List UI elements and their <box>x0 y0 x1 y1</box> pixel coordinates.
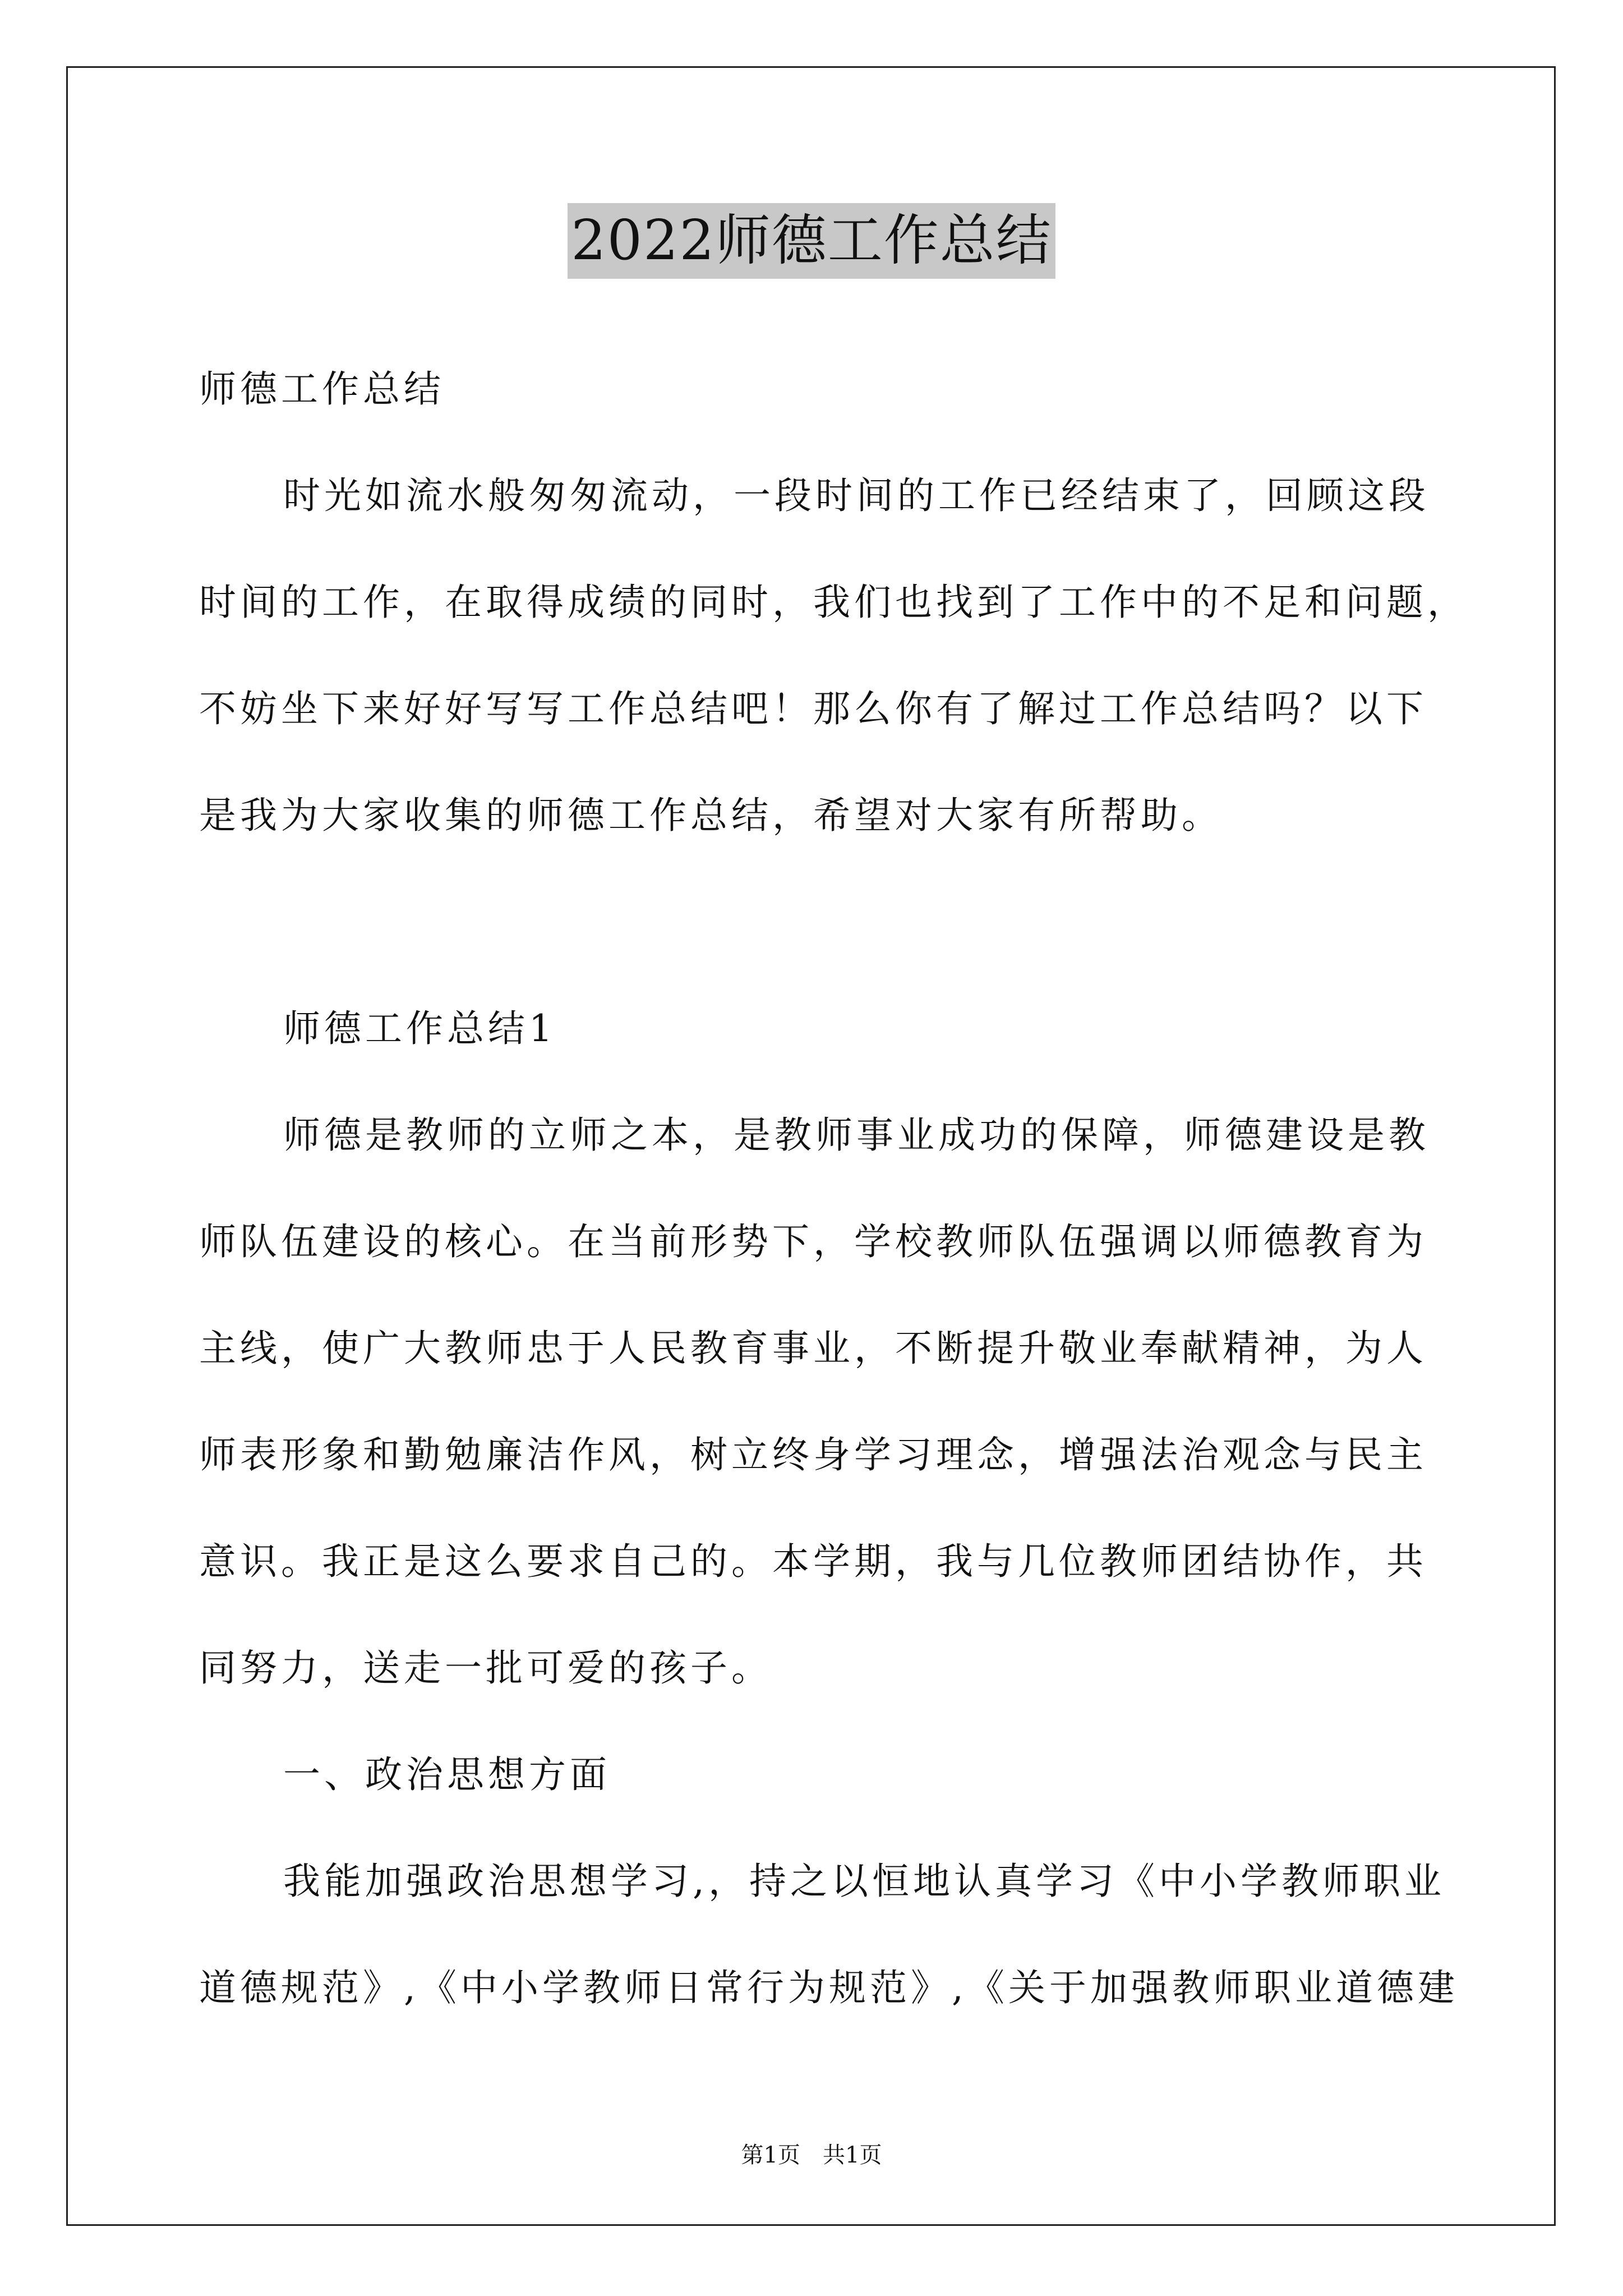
paragraph-line: 师队伍建设的核心。在当前形势下，学校教师队伍强调以师德教育为 <box>199 1220 1427 1263</box>
paragraph-line: 师德是教师的立师之本，是教师事业成功的保障，师德建设是教 <box>283 1114 1430 1157</box>
section-heading: 师德工作总结1 <box>283 1007 556 1050</box>
paragraph-line: 不妨坐下来好好写写工作总结吧！那么你有了解过工作总结吗？以下 <box>199 687 1427 730</box>
paragraph-line: 意识。我正是这么要求自己的。本学期，我与几位教师团结协作，共 <box>199 1540 1427 1583</box>
paragraph-line: 时间的工作，在取得成绩的同时，我们也找到了工作中的不足和问题， <box>199 581 1468 624</box>
paragraph-line: 是我为大家收集的师德工作总结，希望对大家有所帮助。 <box>199 794 1223 837</box>
section-heading: 一、政治思想方面 <box>283 1753 611 1796</box>
paragraph-line: 师表形象和勤勉廉洁作风，树立终身学习理念，增强法治观念与民主 <box>199 1433 1427 1476</box>
section-subtitle: 师德工作总结 <box>199 367 445 411</box>
document-title: 2022师德工作总结 <box>568 203 1055 279</box>
paragraph-line: 道德规范》,《中小学教师日常行为规范》,《关于加强教师职业道德建 <box>199 1966 1459 2009</box>
paragraph-line: 主线，使广大教师忠于人民教育事业，不断提升敬业奉献精神，为人 <box>199 1327 1427 1370</box>
paragraph-line: 同努力，送走一批可爱的孩子。 <box>199 1646 772 1690</box>
paragraph-line: 时光如流水般匆匆流动，一段时间的工作已经结束了，回顾这段 <box>283 474 1430 517</box>
paragraph-line: 我能加强政治思想学习,，持之以恒地认真学习《中小学教师职业 <box>283 1860 1445 1903</box>
title-wrap <box>0 203 1623 279</box>
page-footer: 第1页 共1页 <box>741 2142 882 2168</box>
